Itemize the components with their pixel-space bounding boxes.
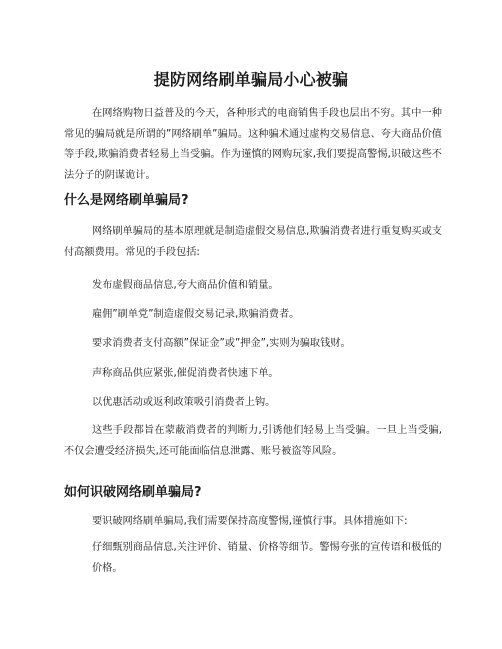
section1-intro-paragraph: 网络刷单骗局的基本原理就是制造虚假交易信息,欺骗消费者进行重复购买或支付高额费用。常见的手段包括:	[64, 226, 442, 258]
section2-intro-paragraph: 要识破网络刷单骗局,我们需要保持高度警惕,谨慎行事。具体措施如下:	[92, 516, 408, 527]
list-item: 仔细甄别商品信息,关注评价、销量、价格等细节。警惕夸张的宣传语和极低的价格。	[92, 542, 442, 574]
intro-paragraph: 在网络购物日益普及的今天，各种形式的电商销售手段也层出不穷。其中一种常见的骗局就是所谓的”网络刷单”骗局。这种骗术通过虚构交易信息、夸大商品价值等手段,欺骗消费者轻易上当受骗。作为谨慎的网购玩家,我们要提高警惕,识破这些不法分子的阴谋诡计。	[64, 108, 442, 181]
list-item: 声称商品供应紧张,催促消费者快速下单。	[92, 368, 279, 379]
section-heading-how-to-spot: 如何识破网络刷单骗局?	[64, 485, 202, 500]
list-item: 以优惠活动或返利政策吸引消费者上钩。	[92, 397, 276, 408]
section-heading-what-is: 什么是网络刷单骗局?	[64, 193, 189, 208]
list-item: 要求消费者支付高额”保证金”或”押金”,实则为骗取钱财。	[92, 338, 351, 349]
document-title: 提防网络刷单骗局小心被骗	[153, 70, 349, 89]
list-item: 发布虚假商品信息,夸大商品价值和销量。	[92, 280, 279, 291]
list-item: 雇佣”刷单党”制造虚假交易记录,欺骗消费者。	[92, 309, 300, 320]
section1-conclusion-paragraph: 这些手段都旨在蒙蔽消费者的判断力,引诱他们轻易上当受骗。一旦上当受骗,不仅会遭受经济损失,还可能面临信息泄露、账号被盗等风险。	[64, 425, 442, 457]
